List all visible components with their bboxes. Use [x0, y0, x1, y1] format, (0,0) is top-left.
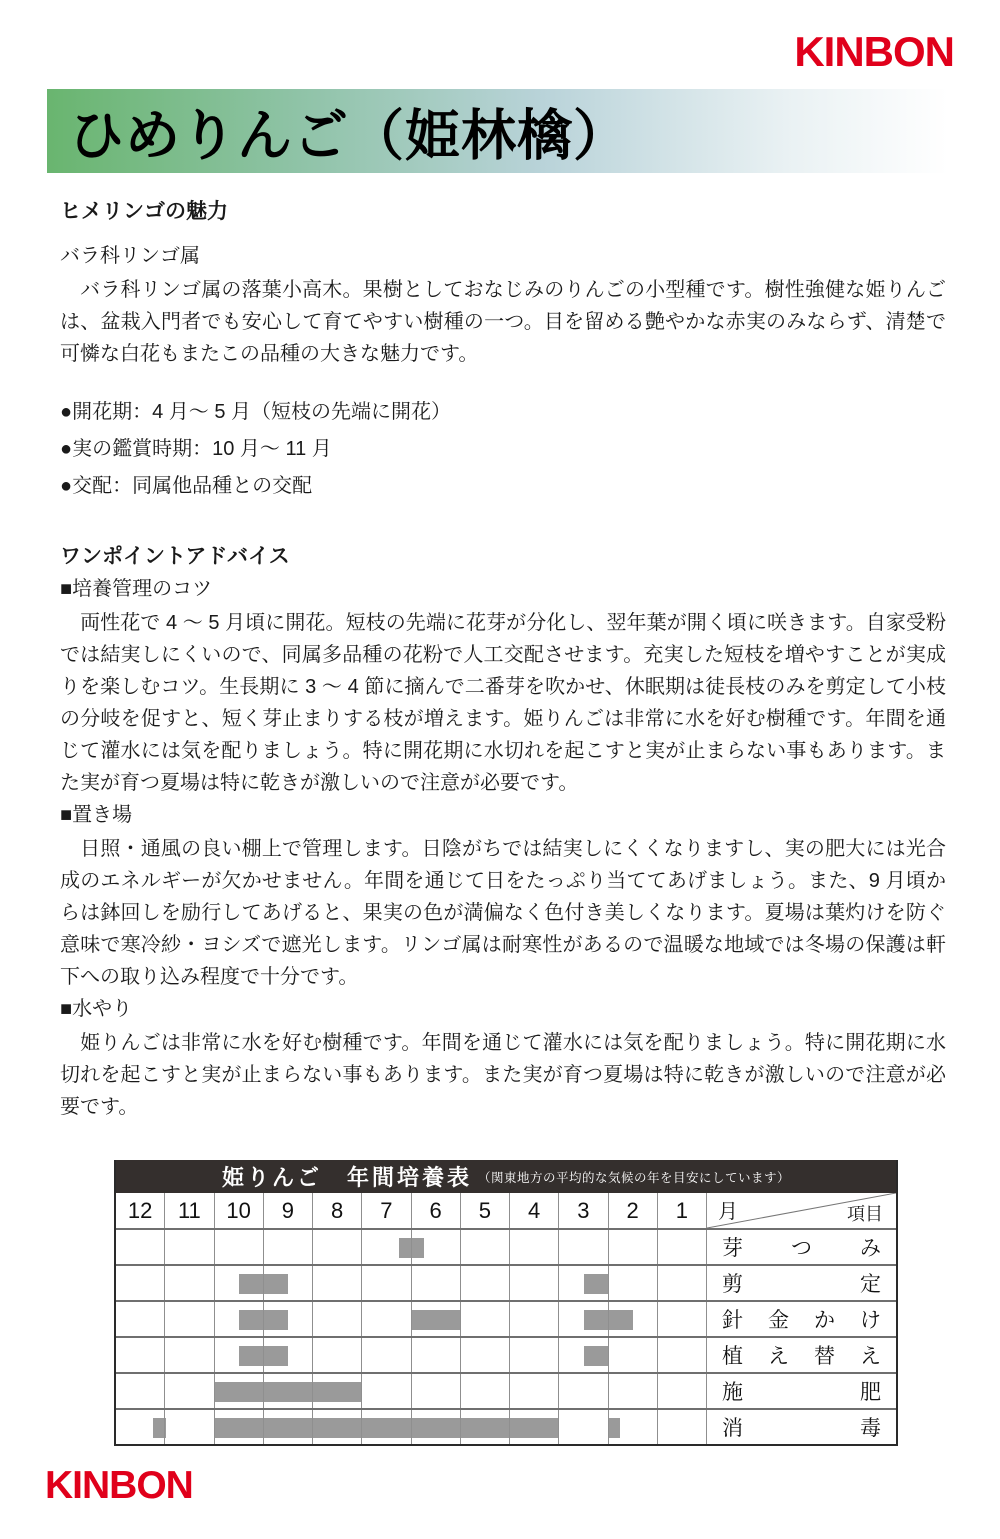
month-cell [313, 1410, 362, 1444]
calendar-row-grid [116, 1230, 707, 1264]
month-cell [264, 1374, 313, 1408]
month-header-cell: 10 [215, 1193, 264, 1228]
month-cell [658, 1374, 707, 1408]
calendar-row [116, 1228, 896, 1264]
calendar-title-bar [116, 1160, 896, 1193]
month-cell [313, 1302, 362, 1336]
month-cell [165, 1374, 214, 1408]
month-header-cell: 11 [165, 1193, 214, 1228]
row-label [707, 1338, 896, 1372]
month-cell [215, 1302, 264, 1336]
month-cell [658, 1410, 707, 1444]
month-cell [461, 1338, 510, 1372]
month-cell [264, 1302, 313, 1336]
month-cell [116, 1302, 165, 1336]
month-cell [510, 1230, 559, 1264]
calendar-row [116, 1408, 896, 1444]
month-cell [313, 1266, 362, 1300]
month-cell [510, 1266, 559, 1300]
brand-logo-bottom: KINBON [45, 1464, 193, 1507]
month-cell [510, 1410, 559, 1444]
month-header-cell: 3 [559, 1193, 608, 1228]
calendar-row-grid [116, 1302, 707, 1336]
watering-body: 姫りんごは非常に水を好む樹種です。年間を通じて灌水には気を配りましょう。特に開花期に水切れを起こすと実が止まらない事もあります。また実が育つ夏場は特に乾きが激しいので注意が必要です。 [60, 1032, 946, 1118]
bullet-fruit-viewing-period: ●実の鑑賞時期：10 月～ 11 月 [60, 438, 332, 460]
calendar-header-row [116, 1193, 896, 1228]
month-cell [609, 1410, 658, 1444]
month-cell [362, 1338, 411, 1372]
row-label-char: 芽 [722, 1237, 743, 1260]
row-label-char: 定 [860, 1273, 881, 1296]
month-header-cell: 8 [313, 1193, 362, 1228]
month-cell [264, 1410, 313, 1444]
month-cell [116, 1374, 165, 1408]
month-header-cell: 9 [264, 1193, 313, 1228]
row-label-char: 肥 [860, 1381, 881, 1404]
month-cell [559, 1338, 608, 1372]
month-cell [313, 1230, 362, 1264]
month-header-cell: 6 [412, 1193, 461, 1228]
row-label [707, 1230, 896, 1264]
calendar-row-grid [116, 1266, 707, 1300]
subheading-cultivation: ■培養管理のコツ [60, 578, 213, 600]
month-cell [313, 1374, 362, 1408]
calendar-row-grid [116, 1410, 707, 1444]
row-label-char: 替 [814, 1345, 835, 1368]
month-cell [609, 1266, 658, 1300]
month-cell [215, 1230, 264, 1264]
row-label-char: み [860, 1237, 881, 1260]
row-label-char: つ [791, 1237, 812, 1260]
month-cell [461, 1230, 510, 1264]
appeal-subline: バラ科リンゴ属 [60, 245, 200, 267]
month-cell [264, 1338, 313, 1372]
row-label [707, 1266, 896, 1300]
month-cell [116, 1266, 165, 1300]
section-heading-advice: ワンポイントアドバイス [60, 545, 290, 568]
cultivation-body: 両性花で 4 ～ 5 月頃に開花。短枝の先端に花芽が分化し、翌年葉が開く頃に咲きます。自家受粉では結実しにくいので、同属多品種の花粉で人工交配させます。充実した短枝を増やすことが実成りを楽しむコツ。生長期に 3 ～ 4 節に摘んで二番芽を吹かせ、休眠期は徒長枝のみを剪定して小枝の分岐を促すと、短く芽止まりする枝が増えます。姫りんごは非常に水を好む樹種です。年間を通じて灌水には気を配りましょう。特に開花期に水切れを起こすと実が止まらない事もあります。また実が育つ夏場は特に乾きが激しいので注意が必要です。 [60, 612, 946, 794]
month-cell [559, 1230, 608, 1264]
month-cell [412, 1266, 461, 1300]
month-cell [116, 1230, 165, 1264]
month-header-cell: 2 [609, 1193, 658, 1228]
calendar-subtitle: （関東地方の平均的な気候の年を目安にしています） [478, 1170, 791, 1185]
row-label-char: 施 [722, 1381, 743, 1404]
month-cell [215, 1266, 264, 1300]
month-header-cell: 4 [510, 1193, 559, 1228]
section-heading-appeal: ヒメリンゴの魅力 [60, 200, 228, 223]
month-cell [362, 1230, 411, 1264]
bullet-pollination: ●交配：同属他品種との交配 [60, 475, 313, 497]
month-cell [362, 1410, 411, 1444]
corner-label-item: 項目 [847, 1204, 883, 1224]
calendar-row [116, 1372, 896, 1408]
month-header-cell: 12 [116, 1193, 165, 1228]
subheading-watering: ■水やり [60, 998, 133, 1020]
title-banner [47, 89, 948, 173]
body-content [60, 196, 946, 1123]
calendar-row [116, 1264, 896, 1300]
month-cell [510, 1374, 559, 1408]
info-bullet-list [60, 394, 946, 505]
month-cell [215, 1374, 264, 1408]
month-cell [165, 1338, 214, 1372]
month-cell [658, 1230, 707, 1264]
month-cell [461, 1410, 510, 1444]
month-cell [609, 1374, 658, 1408]
row-label-char: え [860, 1345, 881, 1368]
month-cell [412, 1338, 461, 1372]
month-cell [165, 1266, 214, 1300]
month-header-cell: 7 [362, 1193, 411, 1228]
bullet-flowering-period: ●開花期：4 月～ 5 月（短枝の先端に開花） [60, 401, 451, 423]
month-cell [461, 1374, 510, 1408]
month-cell [165, 1302, 214, 1336]
month-cell [165, 1230, 214, 1264]
month-header-cell: 1 [658, 1193, 707, 1228]
calendar-title: 姫りんご 年間培養表 [221, 1165, 472, 1190]
row-label-char: 剪 [722, 1273, 743, 1296]
month-header-cells [116, 1193, 707, 1228]
subheading-placement: ■置き場 [60, 804, 133, 826]
month-cell [165, 1410, 214, 1444]
month-cell [609, 1338, 658, 1372]
row-label [707, 1302, 896, 1336]
month-cell [412, 1410, 461, 1444]
month-cell [313, 1338, 362, 1372]
row-label-char: 金 [768, 1309, 789, 1332]
month-cell [658, 1302, 707, 1336]
month-header-cell: 5 [461, 1193, 510, 1228]
month-cell [461, 1302, 510, 1336]
row-label-char: え [768, 1345, 789, 1368]
month-cell [412, 1230, 461, 1264]
month-cell [264, 1230, 313, 1264]
month-cell [559, 1302, 608, 1336]
calendar-row-grid [116, 1338, 707, 1372]
month-cell [412, 1302, 461, 1336]
brand-logo-top: KINBON [794, 28, 954, 75]
month-cell [609, 1302, 658, 1336]
row-label-char: 毒 [860, 1417, 881, 1440]
corner-header-cell [707, 1193, 896, 1228]
month-cell [658, 1266, 707, 1300]
page-title: ひめりんご（姫林檎） [69, 105, 630, 167]
month-cell [215, 1410, 264, 1444]
calendar-row [116, 1300, 896, 1336]
month-cell [362, 1266, 411, 1300]
month-cell [362, 1302, 411, 1336]
month-cell [116, 1338, 165, 1372]
row-label-char: か [814, 1309, 835, 1332]
row-label [707, 1374, 896, 1408]
month-cell [116, 1410, 165, 1444]
calendar-row-grid [116, 1374, 707, 1408]
month-cell [412, 1374, 461, 1408]
calendar-body [116, 1228, 896, 1444]
month-cell [658, 1338, 707, 1372]
month-cell [362, 1374, 411, 1408]
placement-body: 日照・通風の良い棚上で管理します。日陰がちでは結実しにくくなりますし、実の肥大には光合成のエネルギーが欠かせません。年間を通じて日をたっぷり当ててあげましょう。また、9 月頃からは鉢回しを励行してあげると、果実の色が満偏なく色付き美しくなります。夏場は葉灼けを防ぐ意味で寒冷紗・ヨシズで遮光します。リンゴ属は耐寒性があるので温暖な地域では冬場の保護は軒下への取り込み程度で十分です。 [60, 838, 946, 988]
month-cell [461, 1266, 510, 1300]
month-cell [264, 1266, 313, 1300]
month-cell [559, 1410, 608, 1444]
row-label-char: 植 [722, 1345, 743, 1368]
row-label-char: け [860, 1309, 881, 1332]
calendar-row [116, 1336, 896, 1372]
corner-label-month: 月 [718, 1201, 738, 1223]
row-label-char: 針 [722, 1309, 743, 1332]
appeal-body: バラ科リンゴ属の落葉小高木。果樹としておなじみのりんごの小型種です。樹性強健な姫りんごは、盆栽入門者でも安心して育てやすい樹種の一つ。目を留める艶やかな赤実のみならず、清楚で可憐な白花もまたこの品種の大きな魅力です。 [60, 279, 946, 365]
month-cell [215, 1338, 264, 1372]
row-label-char: 消 [722, 1417, 743, 1440]
month-cell [510, 1338, 559, 1372]
cultivation-calendar-table [114, 1160, 898, 1446]
month-cell [510, 1302, 559, 1336]
month-cell [609, 1230, 658, 1264]
row-label [707, 1410, 896, 1444]
month-cell [559, 1266, 608, 1300]
month-cell [559, 1374, 608, 1408]
